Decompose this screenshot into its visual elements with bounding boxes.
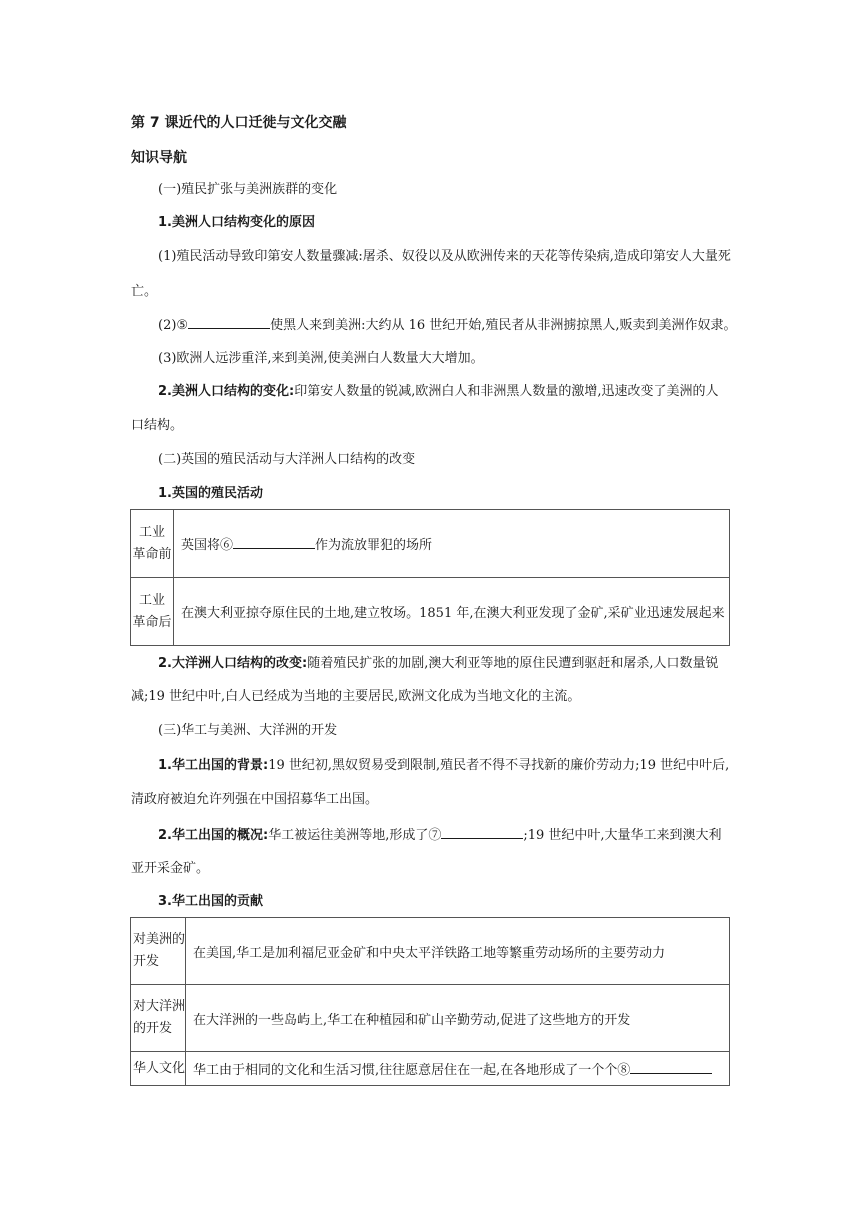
fill-blank-6[interactable] bbox=[233, 536, 315, 549]
fill-blank-5[interactable] bbox=[188, 316, 270, 329]
contribution-table bbox=[130, 917, 730, 1086]
paragraph-3-1-text: 19 世纪初,黑奴贸易受到限制,殖民者不得不寻找新的廉价劳动力;19 世纪中叶后, bbox=[268, 758, 730, 773]
paragraph-3-2-cont: 亚开采金矿。 bbox=[131, 861, 210, 876]
paragraph-1-sub2-text: 印第安人数量的锐减,欧洲白人和非洲黑人数量的激增,迅速改变了美洲的人 bbox=[294, 384, 719, 399]
table-row-content bbox=[186, 985, 730, 1052]
table-row bbox=[131, 918, 730, 985]
colonial-activity-table bbox=[130, 509, 730, 646]
row-text: 在美国,华工是加利福尼亚金矿和中央太平洋铁路工地等繁重劳动场所的主要劳动力 bbox=[193, 945, 666, 961]
subheading-2-2: 2.大洋洲人口结构的改变: bbox=[158, 656, 308, 671]
lesson-title: 第 7 课近代的人口迁徙与文化交融 bbox=[131, 115, 347, 131]
table-row-label bbox=[131, 510, 174, 578]
row-text-post: 作为流放罪犯的场所 bbox=[315, 538, 433, 553]
row-label-line1: 对大洋洲 bbox=[133, 999, 186, 1014]
paragraph-1-sub2 bbox=[158, 383, 718, 401]
paragraph-1-2-pre: (2)⑤ bbox=[158, 318, 189, 333]
table-row-content bbox=[186, 1052, 730, 1086]
row-label-line1: 工业 bbox=[138, 592, 165, 608]
paragraph-3-2 bbox=[158, 826, 722, 845]
table-row bbox=[131, 985, 730, 1052]
row-label-line1: 华人文化 bbox=[133, 1060, 186, 1076]
subheading-3-3: 3.华工出国的贡献 bbox=[158, 894, 263, 909]
row-label-line2: 革命前 bbox=[132, 546, 172, 562]
table-row-content bbox=[174, 578, 730, 646]
paragraph-1-sub2-cont: 口结构。 bbox=[131, 418, 184, 433]
section-heading-3: (三)华工与美洲、大洋洲的开发 bbox=[158, 723, 338, 738]
paragraph-3-1-cont: 清政府被迫允许列强在中国招募华工出国。 bbox=[131, 792, 379, 807]
row-label-line1: 对美洲的 bbox=[133, 932, 186, 947]
subheading-1-2: 2.美洲人口结构的变化: bbox=[158, 384, 295, 399]
table-row bbox=[131, 1052, 730, 1086]
table-row-label bbox=[131, 1052, 186, 1086]
row-text: 华工由于相同的文化和生活习惯,往往愿意居住在一起,在各地形成了一个个⑧ bbox=[193, 1063, 631, 1078]
row-text: 英国将⑥ bbox=[181, 538, 234, 553]
subheading-1-1: 1.美洲人口结构变化的原因 bbox=[158, 215, 315, 230]
fill-blank-8[interactable] bbox=[630, 1061, 712, 1074]
row-text: 在大洋洲的一些岛屿上,华工在种植园和矿山辛勤劳动,促进了这些地方的开发 bbox=[193, 1012, 631, 1028]
subheading-3-1: 1.华工出国的背景: bbox=[158, 758, 269, 773]
section-heading-2: (二)英国的殖民活动与大洋洲人口结构的改变 bbox=[158, 452, 416, 467]
paragraph-3-2-post: ;19 世纪中叶,大量华工来到澳大利 bbox=[523, 828, 722, 843]
row-label-line1: 工业 bbox=[138, 524, 165, 540]
section-heading-1: (一)殖民扩张与美洲族群的变化 bbox=[158, 182, 338, 197]
fill-blank-7[interactable] bbox=[441, 826, 523, 839]
section-heading-nav: 知识导航 bbox=[131, 150, 187, 166]
paragraph-2-sub2-cont: 减;19 世纪中叶,白人已经成为当地的主要居民,欧洲文化成为当地文化的主流。 bbox=[131, 689, 581, 704]
table-row bbox=[131, 510, 730, 578]
table-row-label bbox=[131, 918, 186, 985]
row-label-line2: 开发 bbox=[133, 954, 160, 969]
paragraph-3-2-pre: 华工被运往美洲等地,形成了⑦ bbox=[268, 828, 442, 843]
paragraph-1-1a: (1)殖民活动导致印第安人数量骤减:屠杀、奴役以及从欧洲传来的天花等传染病,造成印第安人大量死 bbox=[158, 249, 731, 264]
table-row-content bbox=[186, 918, 730, 985]
table-row bbox=[131, 578, 730, 646]
row-label-line2: 的开发 bbox=[133, 1021, 173, 1036]
paragraph-1-2-post: 使黑人来到美洲:大约从 16 世纪开始,殖民者从非洲掳掠黑人,贩卖到美洲作奴隶。 bbox=[270, 318, 737, 333]
table-row-label bbox=[131, 578, 174, 646]
table-row-content bbox=[174, 510, 730, 578]
table-row-label bbox=[131, 985, 186, 1052]
paragraph-1-1b: 亡。 bbox=[131, 284, 158, 299]
subheading-2-1: 1.英国的殖民活动 bbox=[158, 486, 263, 501]
paragraph-3-1 bbox=[158, 757, 729, 775]
paragraph-1-2 bbox=[158, 316, 737, 335]
row-text: 在澳大利亚掠夺原住民的土地,建立牧场。1851 年,在澳大利亚发现了金矿,采矿业迅速发展起来 bbox=[181, 606, 725, 621]
paragraph-2-sub2 bbox=[158, 655, 718, 673]
subheading-3-2: 2.华工出国的概况: bbox=[158, 828, 269, 843]
row-label-line2: 革命后 bbox=[132, 614, 172, 630]
paragraph-1-3: (3)欧洲人远涉重洋,来到美洲,使美洲白人数量大大增加。 bbox=[158, 351, 484, 366]
paragraph-2-sub2-text: 随着殖民扩张的加剧,澳大利亚等地的原住民遭到驱赶和屠杀,人口数量锐 bbox=[307, 656, 719, 671]
